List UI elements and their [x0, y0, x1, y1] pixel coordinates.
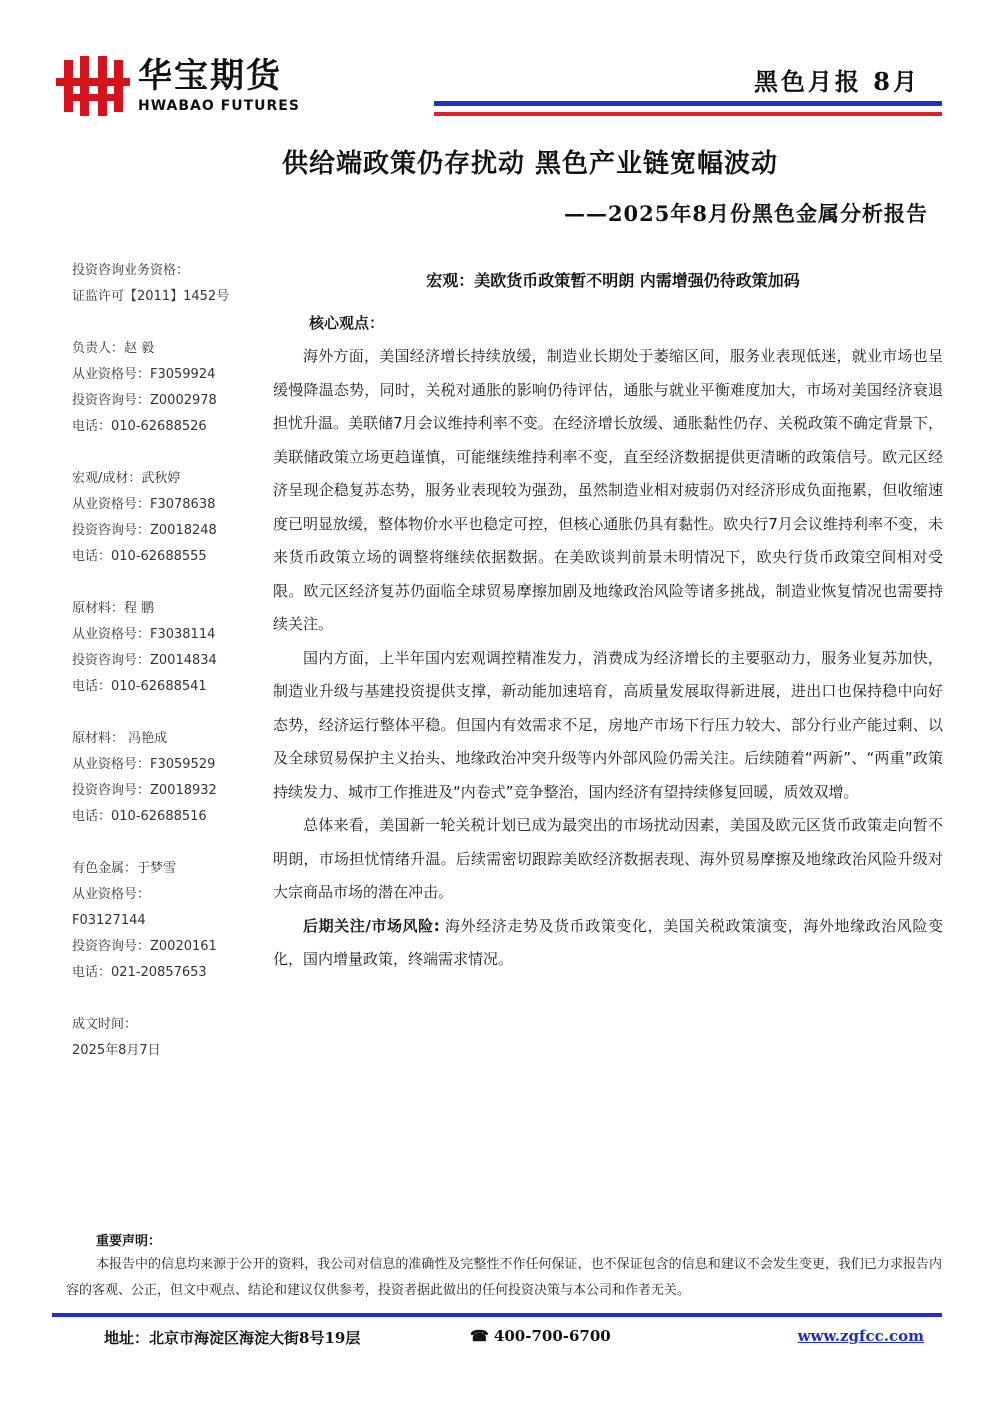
license-label: 投资咨询业务资格：	[72, 263, 190, 278]
phone-icon: ☎	[470, 1327, 489, 1345]
sub-title: ——2025年8月份黑色金属分析报告	[563, 201, 928, 226]
analyst-role: 原材料： 冯艳成	[72, 731, 168, 746]
paragraph-summary: 总体来看，美国新一轮关税计划已成为最突出的市场扰动因素，美国及欧元区货币政策走向暂不明朗，市场担忧情绪升温。后续需密切跟踪美欧经济数据表现、海外贸易摩擦及地缘政治风险升级对大宗商品市场的潜在冲击。	[273, 816, 943, 901]
analyst-advisory-id: 投资咨询号：Z0002978	[72, 393, 217, 408]
analyst-qualification-label: 从业资格号：	[72, 887, 151, 902]
footer-divider	[52, 1313, 942, 1317]
phone-number: 400-700-6700	[493, 1327, 611, 1345]
analyst-sidebar	[72, 258, 262, 1064]
company-logo	[56, 56, 306, 118]
analyst-qualification: 从业资格号：F3078638	[72, 497, 216, 512]
disclaimer-body: 本报告中的信息均来源于公开的资料，我公司对信息的准确性及完整性不作任何保证，也不保证包含的信息和建议不会发生变更，我们已力求报告内容的客观、公正，但文中观点、结论和建议仅供参考，投资者据此做出的任何投资决策与本公司和作者无关。	[66, 1257, 942, 1298]
analyst-role: 有色金属：于梦雪	[72, 861, 177, 876]
analyst-advisory-id: 投资咨询号：Z0020161	[72, 939, 217, 954]
analyst-qualification: 从业资格号：F3059924	[72, 367, 216, 382]
analyst-phone: 电话：010-62688541	[72, 679, 207, 694]
paragraph-risk	[273, 910, 943, 977]
analyst-phone: 电话：021-20857653	[72, 965, 207, 980]
analyst-phone: 电话：010-62688555	[72, 549, 207, 564]
header-divider-blue	[434, 101, 942, 106]
risk-label: 后期关注/市场风险:	[303, 916, 440, 935]
risk-text: 海外经济走势及货币政策变化，美国关税政策演变，海外地缘政治风险变化，国内增量政策，终端需求情况。	[273, 916, 943, 968]
logo-mark-icon	[56, 56, 130, 116]
analyst-qualification: 从业资格号：F3038114	[72, 627, 216, 642]
date-value: 2025年8月7日	[72, 1043, 161, 1058]
analyst-qualification: 从业资格号：F3059529	[72, 757, 216, 772]
analyst-role: 原材料：程 鹏	[72, 601, 155, 616]
report-tag: 黑色月报 8月	[753, 67, 920, 96]
report-body	[273, 266, 943, 977]
analyst-phone: 电话：010-62688516	[72, 809, 207, 824]
paragraph-domestic: 国内方面，上半年国内宏观调控精准发力，消费成为经济增长的主要驱动力，服务业复苏加快，制造业升级与基建投资提供支撑，新动能加速培育，高质量发展取得新进展，进出口也保持稳中向好态势，经济运行整体平稳。但国内有效需求不足，房地产市场下行压力较大、部分行业产能过剩、以及全球贸易保护主义抬头、地缘政治冲突升级等内外部风险仍需关注。后续随着“两新”、“两重”政策持续发力、城市工作推进及“内卷式”竞争整治，国内经济有望持续修复回暖，质效双增。	[273, 648, 943, 801]
disclaimer-title: 重要声明：	[96, 1234, 162, 1249]
date-label: 成文时间：	[72, 1017, 138, 1032]
key-points-heading: 核心观点：	[309, 314, 385, 332]
footer-phone	[470, 1327, 611, 1345]
paragraph-overseas: 海外方面，美国经济增长持续放缓，制造业长期处于萎缩区间，服务业表现低迷，就业市场也呈缓慢降温态势，同时，关税对通胀的影响仍待评估，通胀与就业平衡难度加大，市场对美国经济衰退担忧升温。美联储7月会议维持利率不变。在经济增长放缓、通胀黏性仍存、关税政策不确定背景下，美联储政策立场更趋谨慎，可能继续维持利率不变，直至经济数据提供更清晰的政策信号。欧元区经济呈现企稳复苏态势，服务业表现较为强劲，虽然制造业相对疲弱仍对经济形成负面拖累，但收缩速度已明显放缓，整体物价水平也稳定可控，但核心通胀仍具有黏性。欧央行7月会议维持利率不变，未来货币政策立场的调整将继续依据数据。在美欧谈判前景未明情况下，欧央行货币政策空间相对受限。欧元区经济复苏仍面临全球贸易摩擦加剧及地缘政治风险等诸多挑战，制造业恢复情况也需要持续关注。	[273, 347, 943, 633]
analyst-advisory-id: 投资咨询号：Z0018932	[72, 783, 217, 798]
analyst-advisory-id: 投资咨询号：Z0018248	[72, 523, 217, 538]
website-link[interactable]: www.zgfcc.com	[797, 1327, 924, 1345]
analyst-role: 宏观/成材：武秋婷	[72, 471, 181, 486]
logo-text-cn: 华宝期货	[138, 56, 282, 96]
analyst-role: 负责人：赵 毅	[72, 341, 155, 356]
section-title: 宏观：美欧货币政策暂不明朗 内需增强仍待政策加码	[426, 271, 800, 290]
analyst-qualification-value: F03127144	[72, 913, 146, 928]
license-value: 证监许可【2011】1452号	[72, 289, 230, 304]
logo-text-en: HWABAO FUTURES	[138, 98, 300, 114]
analyst-advisory-id: 投资咨询号：Z0014834	[72, 653, 217, 668]
main-title: 供给端政策仍存扰动 黑色产业链宽幅波动	[281, 149, 779, 179]
analyst-phone: 电话：010-62688526	[72, 419, 207, 434]
footer-address: 地址：北京市海淀区海淀大街8号19层	[104, 1329, 361, 1347]
header-divider-red	[434, 112, 942, 116]
